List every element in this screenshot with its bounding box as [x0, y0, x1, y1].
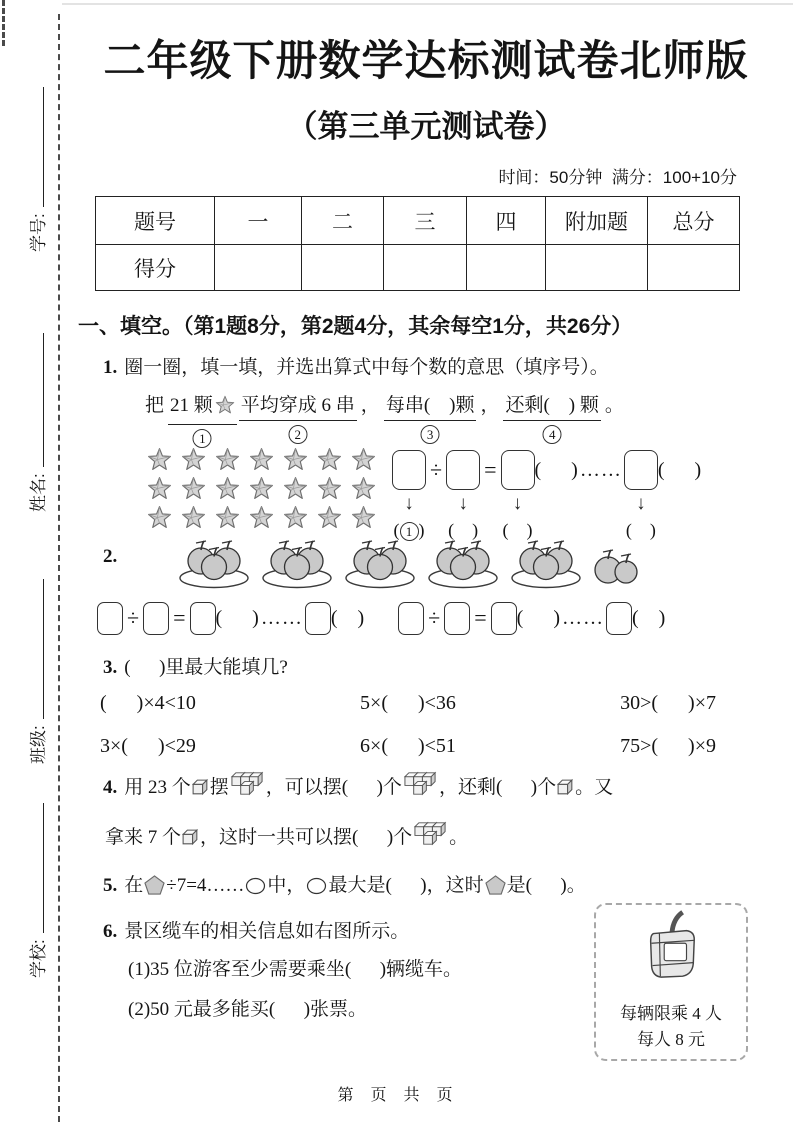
score-cell: [215, 245, 302, 291]
text: ): [418, 520, 425, 540]
equation-row: [560, 598, 606, 638]
equation-box: [305, 602, 331, 635]
margin-dashed-rule: [58, 14, 60, 1122]
expression: 6×( )<51: [360, 735, 456, 757]
text: 。又: [575, 777, 614, 798]
star-icon: [181, 505, 206, 535]
segment-text: ，: [480, 395, 500, 416]
operator: ÷: [127, 605, 140, 630]
score-table-header-cell: 总分: [648, 197, 740, 245]
circled-number: 4: [543, 425, 562, 444]
q3-row-2: [100, 735, 716, 758]
text: ( ): [502, 520, 533, 540]
equation-row: [331, 598, 364, 638]
equation-box: [143, 602, 169, 635]
equation-row: [97, 598, 123, 638]
score-table-header-row: [96, 197, 740, 245]
equation-row: [259, 598, 305, 638]
question-6-number: 6.: [103, 921, 118, 942]
q2-equation: [97, 598, 364, 638]
equation-column: [331, 598, 364, 638]
star-icon: [215, 395, 235, 421]
star-icon: [147, 476, 172, 506]
question-2-number: 2.: [103, 546, 118, 567]
equation-row: [606, 598, 632, 638]
text: 拿来 7 个: [105, 827, 182, 848]
expression: 3×( )<29: [100, 735, 196, 757]
sidebar-field-blank: [31, 579, 44, 719]
question-4-text-1: [124, 777, 613, 798]
equation-row: [190, 598, 216, 638]
equation-column: [97, 598, 123, 638]
equation-row: [578, 447, 624, 493]
apple-plate-icon: [259, 534, 335, 595]
star-icon: [351, 476, 376, 506]
star-icon: [147, 447, 172, 477]
equation-row: [624, 447, 658, 493]
equation-box: [190, 602, 216, 635]
cable-car-icon: [640, 910, 702, 1000]
score-cell: [648, 245, 740, 291]
question-4-number: 4.: [103, 777, 118, 798]
cube-icon: [557, 778, 574, 803]
segment-text: 21 颗: [170, 395, 213, 416]
blank-parens: ( ): [534, 458, 578, 481]
text: ( ): [625, 520, 656, 540]
sidebar-field-label: 学号:: [29, 213, 48, 252]
question-4: [103, 770, 783, 803]
equation-column: [259, 598, 305, 638]
star-icon: [317, 447, 342, 477]
sidebar-field-name: [24, 333, 49, 512]
operator: ÷: [430, 457, 443, 482]
equation-box: [501, 450, 535, 490]
text: 在: [124, 875, 144, 896]
equation-row: [424, 598, 444, 638]
star-icon: [351, 447, 376, 477]
text: 。: [449, 827, 469, 848]
question-5: [103, 870, 586, 901]
equation-row: [480, 447, 500, 493]
margin-corner-dash: [2, 0, 5, 46]
expression: 30>( )×7: [620, 692, 716, 714]
score-table-header-cell: 一: [215, 197, 302, 245]
star-icon: [249, 447, 274, 477]
arrow-down-icon: ↓: [512, 493, 523, 514]
equation-row: [143, 598, 169, 638]
equation-box: [398, 602, 424, 635]
text: ，这时一共可以摆( )个: [200, 827, 413, 848]
equation-box: [444, 602, 470, 635]
star-icon: [249, 476, 274, 506]
text: 中，: [267, 875, 306, 896]
circled-number: 2: [288, 425, 307, 444]
score-table-header-cell: 二: [302, 197, 384, 245]
star-icon: [215, 476, 240, 506]
equation-column: [535, 447, 578, 544]
text: 最大是( )，这时: [328, 875, 484, 896]
info-box-line-2: 每人 8 元: [637, 1030, 705, 1050]
blank-parens: ( ): [516, 606, 560, 629]
equation-column: [470, 598, 490, 638]
sidebar-field-label: 班级:: [29, 725, 48, 764]
equation-column: [444, 598, 470, 638]
question-6-sub-1: (1)35 位游客至少需要乘坐( )辆缆车。: [128, 959, 463, 980]
equation-column: [305, 598, 331, 638]
q2-apple-plates: [176, 534, 643, 595]
remainder-dots: ……: [260, 606, 303, 629]
sidebar-field-blank: [31, 87, 44, 207]
blank-parens: ( ): [330, 606, 365, 629]
question-4-text-2: [105, 827, 468, 848]
segment-text: 每串( )颗: [385, 395, 475, 416]
pentagon-icon: [144, 875, 165, 901]
star-icon: [215, 505, 240, 535]
equation-column: [491, 598, 517, 638]
equation-column: [424, 598, 444, 638]
sidebar-field-label: 姓名:: [29, 473, 48, 512]
equation-box: [606, 602, 632, 635]
remainder-dots: ……: [579, 458, 622, 481]
question-4-line-2: [105, 820, 468, 853]
equation-column: [398, 598, 424, 638]
text: 摆: [209, 777, 229, 798]
equation-row: [658, 447, 701, 493]
circled-number: 1: [193, 429, 212, 448]
equation-row: [517, 598, 560, 638]
info-box-line-1: 每辆限乘 4 人: [620, 1003, 722, 1023]
sidebar-field-blank: [31, 333, 44, 467]
operator: =: [474, 605, 487, 630]
equation-column: [560, 598, 606, 638]
score-cell: [467, 245, 546, 291]
equation-column: [658, 447, 701, 544]
equation-column: [143, 598, 169, 638]
equation-column: [480, 447, 500, 544]
equation-box: [446, 450, 480, 490]
remainder-dots: ……: [561, 606, 604, 629]
question-6-text: 景区缆车的相关信息如右图所示。: [124, 921, 410, 942]
equation-row: [632, 598, 665, 638]
score-table-header-cell: 题号: [96, 197, 215, 245]
equation-column: [446, 447, 480, 544]
underlined-segment: [384, 390, 477, 442]
cube-icon: [192, 778, 209, 803]
equation-row: [501, 447, 535, 493]
operator: =: [173, 605, 186, 630]
q1-sentence: [142, 390, 627, 446]
equation-row: [123, 598, 143, 638]
star-icon: [181, 476, 206, 506]
question-3-text: ( )里最大能填几?: [124, 657, 288, 678]
text-segment: [359, 390, 382, 420]
question-5-number: 5.: [103, 875, 118, 896]
equation-row: [444, 598, 470, 638]
equation-column: [606, 598, 632, 638]
score-cell: [384, 245, 467, 291]
equation-row: [535, 447, 578, 493]
arrow-down-icon: ↓: [404, 493, 414, 514]
stars-grid: [142, 447, 380, 534]
equation-row: [446, 447, 480, 493]
pentagon-icon: [485, 875, 506, 901]
question-1-text: 圈一圈，填一填，并选出算式中每个数的意思（填序号）。: [124, 357, 609, 378]
star-icon: [147, 505, 172, 535]
score-table-header-cell: 四: [467, 197, 546, 245]
score-table-header-cell: 附加题: [546, 197, 648, 245]
section-one-heading: 一、填空。（第1题8分，第2题4分，其余每空1分，共26分）: [78, 315, 633, 338]
cable-car-info-box: [594, 903, 748, 1061]
sidebar-field-school: [24, 803, 49, 978]
star-icon: [283, 447, 308, 477]
equation-row: [470, 598, 490, 638]
equation-row: [426, 447, 446, 493]
equation-column: [216, 598, 259, 638]
text-segment: [143, 390, 166, 420]
question-6: [103, 916, 409, 943]
apple-plate-icon: [342, 534, 418, 595]
score-cell: [546, 245, 648, 291]
arrow-down-icon: ↓: [458, 493, 468, 514]
text-segment: [478, 390, 501, 420]
segment-text: ，: [360, 395, 380, 416]
question-1: [103, 352, 609, 379]
cube-group-icon: [403, 770, 438, 803]
q1-visual: [142, 447, 701, 544]
expression: 5×( )<36: [360, 692, 456, 714]
text: ，可以摆( )个: [265, 777, 402, 798]
apple-plate-icon: [176, 534, 252, 595]
arrow-down-icon: ↓: [636, 493, 646, 514]
equation-column: [501, 447, 535, 544]
question-1-number: 1.: [103, 357, 118, 378]
cube-group-icon: [413, 820, 448, 853]
question-3: [103, 652, 288, 679]
exam-meta: 时间：50分钟 满分：100+10分: [498, 168, 737, 187]
circled-number: 1: [400, 522, 419, 541]
text-segment: [603, 390, 626, 420]
cube-group-icon: [230, 770, 265, 803]
q2-equations: [97, 598, 665, 638]
equation-column: [517, 598, 560, 638]
star-icon: [317, 476, 342, 506]
star-icon: [249, 505, 274, 535]
circled-number: 3: [421, 425, 440, 444]
equation-column: [123, 598, 143, 638]
equation-row: [305, 598, 331, 638]
segment-text: 还剩( ) 颗: [505, 395, 599, 416]
page-subtitle: （第三单元测试卷）: [286, 109, 566, 144]
score-table-score-row: [96, 245, 740, 291]
sidebar-field-blank: [31, 803, 44, 933]
question-3-number: 3.: [103, 657, 118, 678]
equation-row: [491, 598, 517, 638]
q3-row-1: [100, 692, 716, 715]
sidebar-field-student-id: [24, 87, 49, 252]
expression: 75>( )×9: [620, 735, 716, 757]
blank-parens: ( ): [657, 458, 702, 481]
score-table-header-cell: 三: [384, 197, 467, 245]
underlined-segment: [239, 390, 357, 442]
text: 用 23 个: [124, 777, 191, 798]
text: ( ): [448, 520, 479, 540]
text: (: [393, 520, 400, 540]
text: ，还剩( )个: [438, 777, 557, 798]
underlined-segment: [168, 390, 237, 446]
equation-box: [392, 450, 426, 490]
equation-box: [624, 450, 658, 490]
segment-text: 。: [604, 395, 624, 416]
expression: ( )×4<10: [100, 692, 196, 714]
score-table: [95, 196, 740, 291]
equation-box: [491, 602, 517, 635]
circle-icon: [245, 877, 266, 901]
equation-column: [169, 598, 189, 638]
equation-column: [190, 598, 216, 638]
question-2: [103, 546, 124, 568]
equation-column: [392, 447, 426, 544]
blank-parens: ( ): [215, 606, 259, 629]
equation-row: [392, 447, 426, 493]
segment-text: 平均穿成 6 串: [240, 395, 355, 416]
star-icon: [283, 505, 308, 535]
circle-icon: [306, 877, 327, 901]
page-top-edge: [62, 3, 793, 5]
blank-parens: ( ): [631, 606, 666, 629]
question-5-text: [124, 875, 586, 896]
apple-plate-icon: [508, 534, 584, 595]
text: ÷7=4……: [166, 875, 245, 896]
page-title: 二年级下册数学达标测试卷北师版: [103, 37, 749, 84]
equation-column: [624, 447, 658, 544]
score-row-label: 得分: [96, 245, 215, 291]
segment-text: 把: [145, 395, 165, 416]
sidebar-field-label: 学校:: [29, 939, 48, 978]
q2-equation: [398, 598, 665, 638]
equation-row: [398, 598, 424, 638]
equation-row: [169, 598, 189, 638]
equation-row: [216, 598, 259, 638]
equation-column: [632, 598, 665, 638]
question-6-sub-2: (2)50 元最多能买( )张票。: [128, 999, 368, 1020]
cube-icon: [182, 828, 199, 853]
q1-equation: [392, 447, 701, 544]
score-cell: [302, 245, 384, 291]
star-icon: [351, 505, 376, 535]
star-icon: [283, 476, 308, 506]
equation-box: [97, 602, 123, 635]
underlined-segment: [503, 390, 600, 442]
apple-plate-icon: [425, 534, 501, 595]
apples-icon: [591, 540, 643, 595]
equation-column: [578, 447, 624, 544]
star-icon: [215, 447, 240, 477]
star-icon: [317, 505, 342, 535]
star-icon: [181, 447, 206, 477]
operator: ÷: [428, 605, 441, 630]
operator: =: [484, 457, 497, 482]
text: 是( )。: [506, 875, 586, 896]
sidebar-field-class: [24, 579, 49, 764]
page-footer: 第 页 共 页: [337, 1087, 456, 1104]
equation-column: [426, 447, 446, 544]
